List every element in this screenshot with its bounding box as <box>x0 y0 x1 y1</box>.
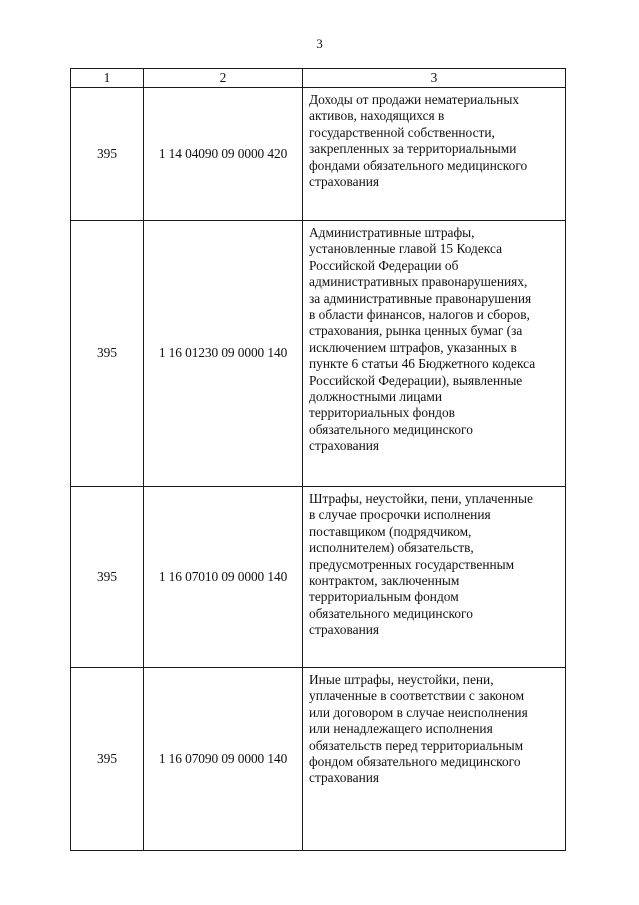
table-row <box>71 221 566 487</box>
description-line: закрепленных за территориальными <box>309 141 517 157</box>
table-row <box>71 88 566 221</box>
description-line: фондом обязательного медицинского <box>309 754 521 770</box>
description-line: исполнителем) обязательств, <box>309 540 474 556</box>
description-line: Доходы от продажи нематериальных <box>309 92 520 107</box>
income-description-cell <box>303 221 566 487</box>
budget-classification-code-cell: 1 14 04090 09 0000 420 <box>144 88 303 221</box>
budget-classification-code-cell: 1 16 07090 09 0000 140 <box>144 668 303 851</box>
description-line: страхования <box>309 770 380 786</box>
description-line: за административные правонарушения <box>309 290 532 306</box>
page-number: 3 <box>316 36 323 51</box>
income-description-cell <box>303 487 566 668</box>
description-line: установленные главой 15 Кодекса <box>309 241 503 257</box>
income-description-cell <box>303 88 566 221</box>
table-header-row <box>71 69 566 88</box>
description-line: исключением штрафов, указанных в <box>309 339 517 355</box>
column-header-3: 3 <box>303 69 566 88</box>
description-line: в случае просрочки исполнения <box>309 507 491 523</box>
description-line: должностными лицами <box>309 389 443 405</box>
description-line: Административные штрафы, <box>309 225 475 240</box>
description-line: страхования, рынка ценных бумаг (за <box>309 323 523 339</box>
description-line: Штрафы, неустойки, пени, уплаченные <box>309 491 533 506</box>
budget-codes-table <box>70 68 566 851</box>
description-line: Иные штрафы, неустойки, пени, <box>309 672 494 687</box>
column-header-2: 2 <box>144 69 303 88</box>
description-line: страхования <box>309 174 380 190</box>
administrator-code-cell: 395 <box>71 668 144 851</box>
table-row <box>71 668 566 851</box>
description-line: поставщиком (подрядчиком, <box>309 523 472 539</box>
description-line: страхования <box>309 438 380 454</box>
description-line: Российской Федерации), выявленные <box>309 372 523 388</box>
description-line: предусмотренных государственным <box>309 556 515 572</box>
budget-classification-code-cell: 1 16 01230 09 0000 140 <box>144 221 303 487</box>
description-line: в области финансов, налогов и сборов, <box>309 307 530 323</box>
description-line: обязательного медицинского <box>309 421 473 437</box>
description-line: уплаченные в соответствии с законом <box>309 688 525 704</box>
income-description-cell <box>303 668 566 851</box>
description-line: обязательств перед территориальным <box>309 737 524 753</box>
description-line: активов, находящихся в <box>309 108 445 124</box>
description-line: фондами обязательного медицинского <box>309 157 528 173</box>
description-line: территориальных фондов <box>309 405 456 421</box>
budget-classification-code-cell: 1 16 07010 09 0000 140 <box>144 487 303 668</box>
description-line: контрактом, заключенным <box>309 573 460 589</box>
description-line: страхования <box>309 622 380 638</box>
description-line: Российской Федерации об <box>309 257 459 273</box>
description-line: административных правонарушениях, <box>309 274 528 290</box>
table-row <box>71 487 566 668</box>
administrator-code-cell: 395 <box>71 487 144 668</box>
description-line: государственной собственности, <box>309 124 495 140</box>
description-line: территориальным фондом <box>309 589 459 605</box>
administrator-code-cell: 395 <box>71 88 144 221</box>
description-line: или ненадлежащего исполнения <box>309 721 493 737</box>
description-line: или договором в случае неисполнения <box>309 704 528 720</box>
description-line: пункте 6 статьи 46 Бюджетного кодекса <box>309 356 536 372</box>
administrator-code-cell: 395 <box>71 221 144 487</box>
description-line: обязательного медицинского <box>309 605 473 621</box>
column-header-1: 1 <box>71 69 144 88</box>
